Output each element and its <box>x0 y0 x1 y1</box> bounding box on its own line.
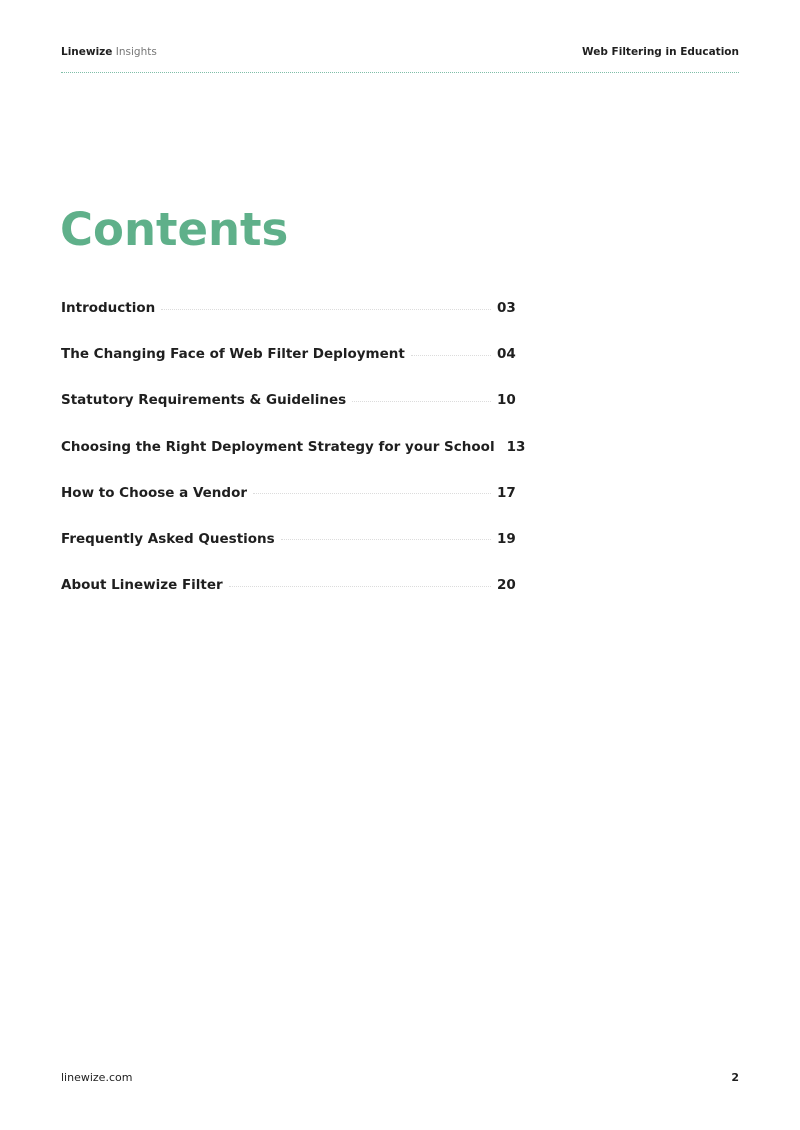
footer-website-link[interactable]: linewize.com <box>61 1071 133 1084</box>
toc-item-statutory-requirements[interactable] <box>61 389 517 411</box>
toc-item-page: 10 <box>497 392 516 409</box>
toc-leader-line <box>352 401 491 402</box>
toc-leader-line <box>161 309 491 310</box>
toc-item-deployment-strategy[interactable] <box>61 436 526 458</box>
toc-item-faq[interactable] <box>61 528 517 550</box>
toc-item-page: 17 <box>497 484 516 501</box>
toc-item-label: The Changing Face of Web Filter Deployment <box>61 346 405 363</box>
toc-leader-line <box>229 586 491 587</box>
header-divider <box>61 72 739 73</box>
toc-item-label: Statutory Requirements & Guidelines <box>61 392 347 409</box>
document-title: Web Filtering in Education <box>582 46 739 58</box>
toc-item-page: 19 <box>497 530 516 547</box>
toc-item-page: 13 <box>506 438 526 455</box>
toc-item-page: 04 <box>497 346 516 363</box>
page-number: 2 <box>731 1071 739 1084</box>
toc-leader-line <box>281 539 491 540</box>
brand-subtitle: Insights <box>115 46 157 58</box>
toc-item-introduction[interactable] <box>61 297 517 319</box>
toc-item-changing-face[interactable] <box>61 343 517 365</box>
toc-leader-line <box>411 355 491 356</box>
page-header <box>61 46 739 62</box>
toc-item-label: Introduction <box>61 300 156 316</box>
toc-item-page: 03 <box>497 300 516 316</box>
toc-leader-line <box>253 493 491 494</box>
brand-logo-text <box>61 46 157 58</box>
toc-item-choose-vendor[interactable] <box>61 482 517 504</box>
toc-item-label: Choosing the Right Deployment Strategy for your School <box>61 438 495 455</box>
toc-item-about-linewize[interactable] <box>61 574 517 596</box>
toc-item-page: 20 <box>497 577 516 594</box>
page-title: Contents <box>60 203 289 256</box>
toc-item-label: Frequently Asked Questions <box>61 530 275 547</box>
toc-item-label: How to Choose a Vendor <box>61 484 248 501</box>
table-of-contents <box>61 297 526 620</box>
brand-name: Linewize <box>61 46 113 58</box>
toc-item-label: About Linewize Filter <box>61 577 223 594</box>
